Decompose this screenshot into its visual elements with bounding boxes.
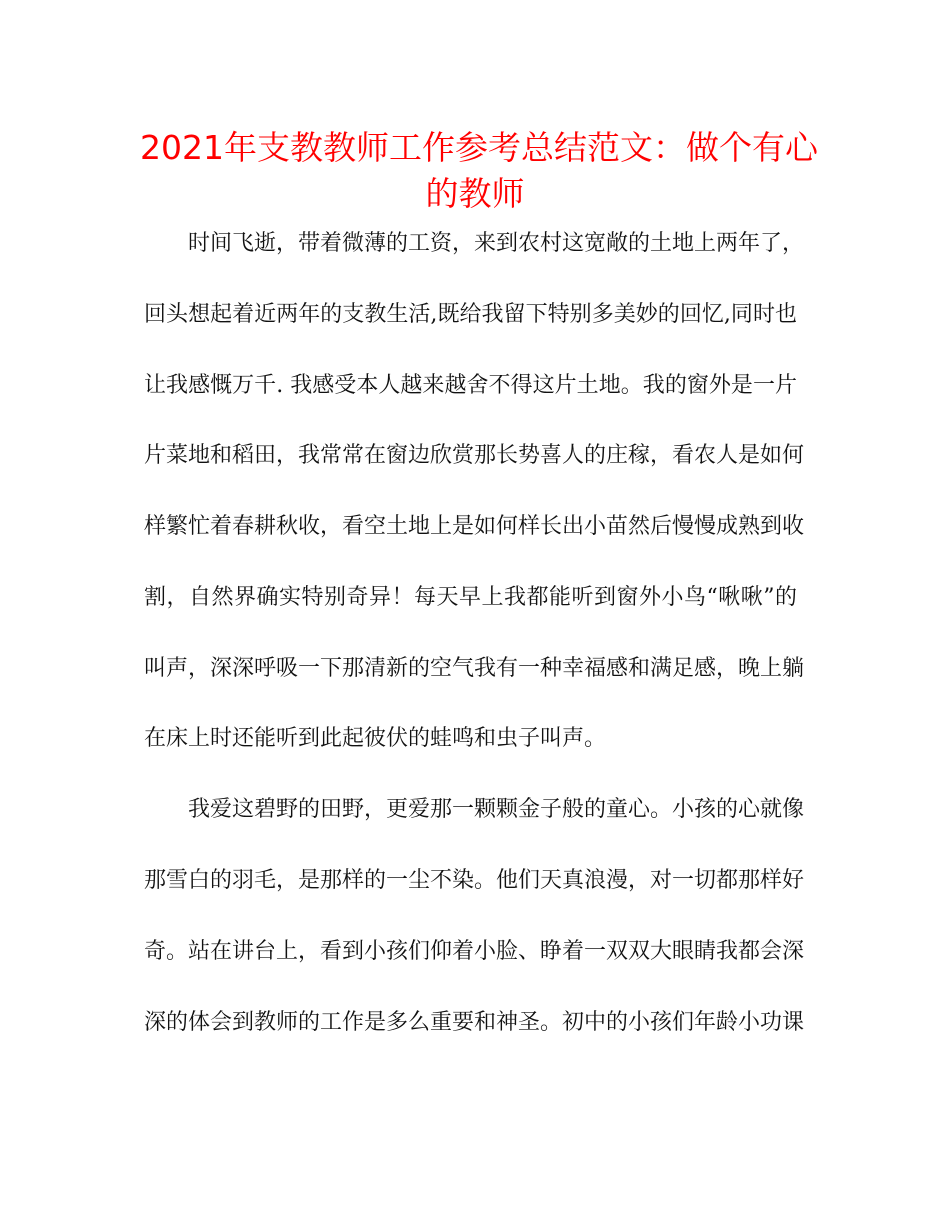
paragraph-2-line: 奇。站在讲台上，看到小孩们仰着小脸、睁着一双双大眼睛我都会深 xyxy=(144,939,805,964)
paragraph-1-line: 让我感慨万千. 我感受本人越来越舍不得这片土地。我的窗外是一片 xyxy=(144,373,797,398)
paragraph-1-line: 样繁忙着春耕秋收，看空土地上是如何样长出小苗然后慢慢成熟到收 xyxy=(144,514,805,539)
paragraph-2-line: 深的体会到教师的工作是多么重要和神圣。初中的小孩们年龄小功课 xyxy=(144,1010,805,1035)
paragraph-2-line: 那雪白的羽毛，是那样的一尘不染。他们天真浪漫，对一切都那样好 xyxy=(144,868,805,893)
document-title-line-2: 的教师 xyxy=(425,174,525,213)
paragraph-2-line: 我爱这碧野的田野，更爱那一颗颗金子般的童心。小孩的心就像 xyxy=(188,797,805,822)
document-title-line-1: 2021年支教教师工作参考总结范文：做个有心 xyxy=(140,128,818,167)
paragraph-1-line: 时间飞逝，带着微薄的工资，来到农村这宽敞的土地上两年了， xyxy=(188,231,805,256)
paragraph-1-line: 叫声，深深呼吸一下那清新的空气我有一种幸福感和满足感，晚上躺 xyxy=(144,656,805,681)
paragraph-1-line: 在床上时还能听到此起彼伏的蛙鸣和虫子叫声。 xyxy=(144,726,607,751)
paragraph-1-line: 回头想起着近两年的支教生活,既给我留下特别多美妙的回忆,同时也 xyxy=(144,302,797,327)
paragraph-1-line: 片菜地和稻田，我常常在窗边欣赏那长势喜人的庄稼，看农人是如何 xyxy=(144,443,805,468)
paragraph-1-line: 割，自然界确实特别奇异！每天早上我都能听到窗外小鸟“啾啾”的 xyxy=(144,585,797,610)
